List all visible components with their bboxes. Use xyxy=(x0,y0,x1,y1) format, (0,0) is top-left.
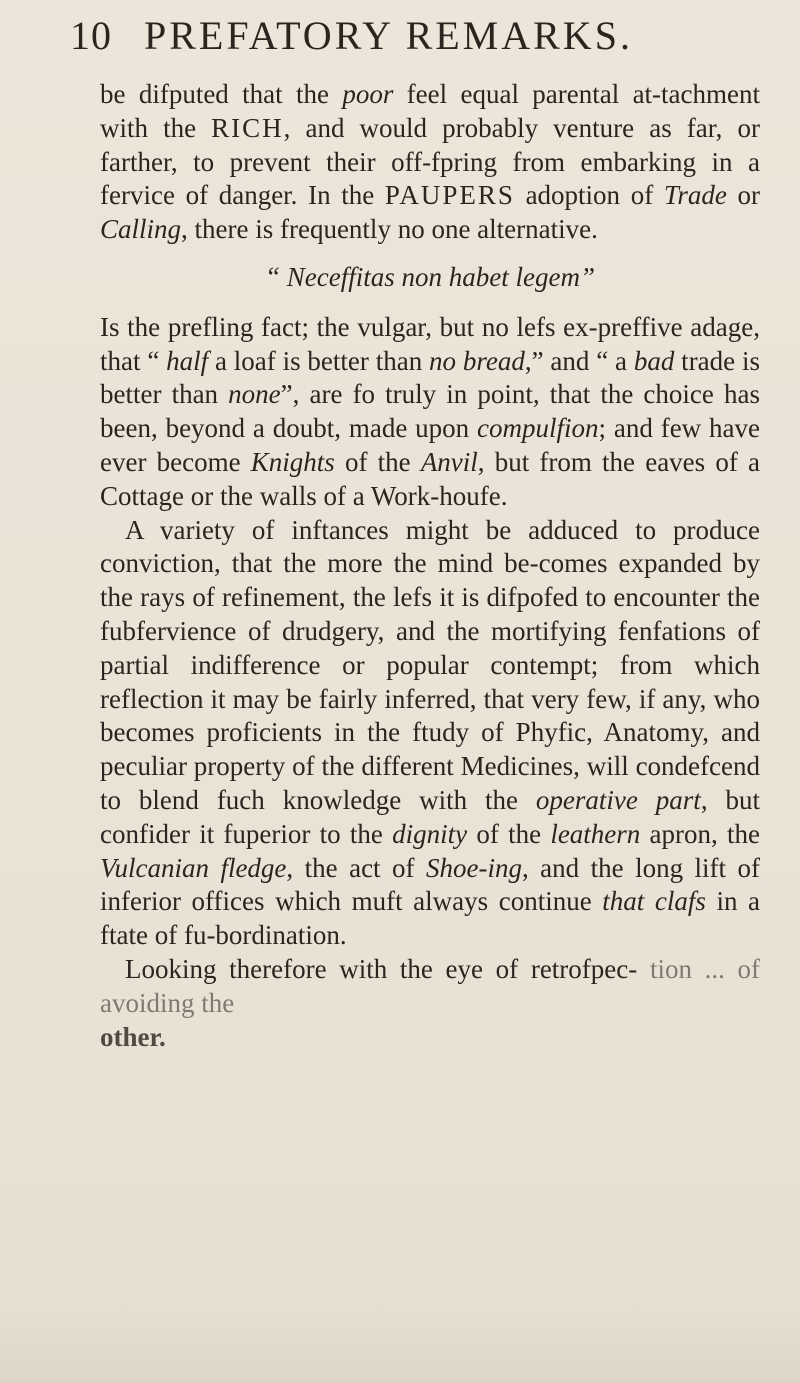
p2-text-b: a loaf is better than xyxy=(208,345,430,376)
p3-text-h: in a ftate of fu-bordination. xyxy=(100,886,760,951)
p2-text-d: trade is better than xyxy=(100,345,760,410)
p2-anvil: Anvil xyxy=(420,446,478,477)
p3-text-c: of the xyxy=(467,818,551,849)
p2-text-h: , but from the eaves of a Cottage or the walls of a Work-houfe. xyxy=(100,446,760,511)
paragraph-4-end: other. xyxy=(100,1021,166,1052)
page-number: 10 xyxy=(70,13,112,58)
p2-none: none xyxy=(228,379,281,410)
paragraph-2 xyxy=(100,311,760,514)
p2-compulsion: compulfion xyxy=(477,413,599,444)
p3-class: clafs xyxy=(654,886,706,917)
p2-half: half xyxy=(166,345,209,376)
paragraph-1 xyxy=(100,78,760,247)
p2-text-e: ”, are fo truly in point, that the choice has been, beyond a doubt, made upon xyxy=(100,379,760,444)
p3-operative-part: operative part xyxy=(535,784,701,815)
p2-text-c: ,” and “ a xyxy=(524,345,634,376)
p2-text-g: of the xyxy=(334,446,421,477)
p1-text-a: be difputed that the xyxy=(100,79,343,109)
paragraph-4 xyxy=(100,953,760,1021)
p1-text-f: , there is frequently no one alternative. xyxy=(181,214,598,245)
p1-calling: Calling xyxy=(100,214,182,245)
p1-text-c: , and would probably venture as far, or farther, to prevent their off-fpring from embarking in a fervice of danger. In the xyxy=(100,112,760,211)
p3-dignity: dignity xyxy=(392,818,468,849)
p3-text-d: apron, the xyxy=(640,818,760,849)
p2-no-bread: no bread xyxy=(429,345,525,376)
p2-bad: bad xyxy=(633,345,675,376)
p1-paupers: PAUPERS xyxy=(384,180,515,211)
p2-text-a: Is the prefling fact; the vulgar, but no lefs ex-preffive adage, that “ xyxy=(100,311,760,376)
page-header xyxy=(70,12,800,72)
p1-text-b: feel equal parental at-tachment with the xyxy=(100,79,761,143)
p1-poor: poor xyxy=(342,79,394,109)
p3-leathern: leathern xyxy=(550,818,641,849)
p1-text-d: adoption of xyxy=(514,180,664,211)
p4-text-a: Looking therefore with the eye of retrofpec- xyxy=(125,953,638,984)
p3-text-e: , the act of xyxy=(286,852,426,883)
p1-text-e: or xyxy=(726,180,760,211)
p3-vulcanian-fledge: Vulcanian fledge xyxy=(100,852,287,883)
p3-text-g xyxy=(644,886,655,916)
p3-text-a: A variety of inftances might be adduced to produce conviction, that the more the mind be-comes expanded by the rays of refinement, the lefs it is difpofed to encounter the fubfervience of drudgery, and the mortifying fenfations of partial indifference or popular contempt; from which reflection it may be fairly inferred, that very few, if any, who becomes proficients in the ftudy of Phyfic, Anatomy, and peculiar property of the different Medicines, will condefcend to blend fuch knowledge with the xyxy=(100,514,760,815)
running-title: PREFATORY REMARKS. xyxy=(144,13,633,58)
body-text xyxy=(100,78,760,1054)
p3-that: that xyxy=(602,886,645,917)
p2-knights: Knights xyxy=(250,446,335,477)
p4-text-b-faded: tion ... of avoiding the xyxy=(100,953,761,1018)
p3-text-f: , and the long lift of inferior offices which muft always continue xyxy=(100,852,760,917)
paragraph-3 xyxy=(100,514,760,953)
p1-trade: Trade xyxy=(663,180,727,211)
p3-text-b: , but confider it fuperior to the xyxy=(100,784,760,849)
latin-motto: “ Neceffitas non habet legem” xyxy=(265,261,595,292)
page-bottom-stain xyxy=(0,1303,800,1383)
p2-text-f: ; and few have ever become xyxy=(100,413,760,477)
p1-rich: RICH xyxy=(211,112,284,143)
p3-shoeing: Shoe-ing xyxy=(425,852,522,883)
